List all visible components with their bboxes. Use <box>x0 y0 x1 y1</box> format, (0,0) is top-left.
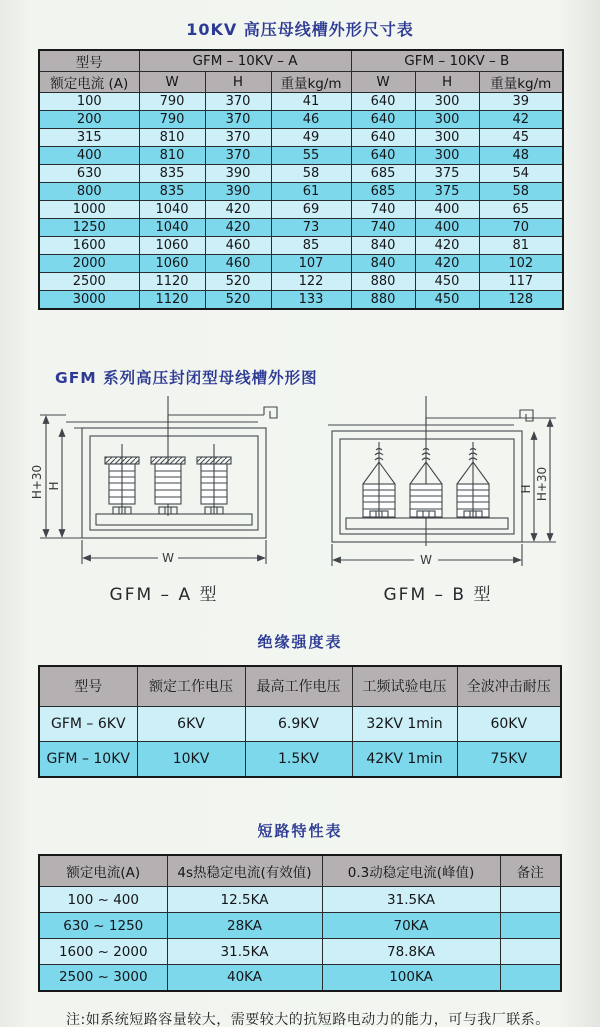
dimension-table <box>38 49 564 310</box>
drawing-a-caption: GFM – A 型 <box>109 584 219 605</box>
table-cell: 1040 <box>139 219 205 237</box>
table-cell: 370 <box>205 111 271 129</box>
table-cell: 65 <box>479 201 563 219</box>
table-row <box>39 913 561 939</box>
table-cell: 370 <box>205 147 271 165</box>
table-cell: 58 <box>271 165 351 183</box>
table-row <box>39 93 563 111</box>
table-cell: 375 <box>415 165 479 183</box>
dim-label-w-a: W <box>162 550 174 565</box>
header-rated-current-range: 额定电流(A) <box>39 855 167 887</box>
table-cell: 370 <box>205 93 271 111</box>
header-model: 型号 <box>39 50 139 72</box>
table-cell: 420 <box>205 219 271 237</box>
table-cell: 1000 <box>39 201 139 219</box>
table-cell: 300 <box>415 129 479 147</box>
table-cell: 640 <box>351 129 415 147</box>
header-max-voltage: 最高工作电压 <box>245 666 352 707</box>
table-cell: 390 <box>205 183 271 201</box>
header-thermal-current: 4s热稳定电流(有效值) <box>167 855 322 887</box>
table-cell: 630 <box>39 165 139 183</box>
table-cell: GFM – 10KV <box>39 742 137 777</box>
table-row <box>39 291 563 309</box>
table-cell: 6.9KV <box>245 707 352 742</box>
table-cell: 800 <box>39 183 139 201</box>
table-cell: 460 <box>205 255 271 273</box>
table-cell: 835 <box>139 165 205 183</box>
table-row <box>39 707 561 742</box>
table-cell <box>500 965 561 991</box>
table-cell: 32KV 1min <box>352 707 457 742</box>
table-cell <box>500 887 561 913</box>
short-circuit-table <box>38 854 562 992</box>
short-circuit-table-title: 短路特性表 <box>257 821 343 840</box>
table-cell: 100 ~ 400 <box>39 887 167 913</box>
table-cell: 840 <box>351 237 415 255</box>
table-cell: 45 <box>479 129 563 147</box>
table-cell: 1600 <box>39 237 139 255</box>
header-remarks: 备注 <box>500 855 561 887</box>
table-cell: 1060 <box>139 255 205 273</box>
table-cell: 60KV <box>457 707 561 742</box>
table-row <box>39 147 563 165</box>
header-h-b: H <box>415 72 479 93</box>
table-cell: 58 <box>479 183 563 201</box>
table-cell: 880 <box>351 291 415 309</box>
header-model-2: 型号 <box>39 666 137 707</box>
table-row <box>39 129 563 147</box>
table-cell: 122 <box>271 273 351 291</box>
header-weight-b: 重量kg/m <box>479 72 563 93</box>
header-weight-a: 重量kg/m <box>271 72 351 93</box>
table-cell: 69 <box>271 201 351 219</box>
table-cell: 39 <box>479 93 563 111</box>
table-cell: 420 <box>205 201 271 219</box>
page-title: 10KV 高压母线槽外形尺寸表 <box>186 20 414 39</box>
table-row <box>39 742 561 777</box>
table-cell: 31.5KA <box>322 887 500 913</box>
table-cell: 375 <box>415 183 479 201</box>
table-row <box>39 273 563 291</box>
dim-label-w-b: W <box>420 552 432 567</box>
table-cell: 1120 <box>139 273 205 291</box>
table-cell: 1060 <box>139 237 205 255</box>
table-cell <box>500 913 561 939</box>
drawing-b-caption: GFM – B 型 <box>383 584 493 605</box>
table-cell: 55 <box>271 147 351 165</box>
table-row <box>39 219 563 237</box>
table-cell: 46 <box>271 111 351 129</box>
drawings-section-title: GFM 系列高压封闭型母线槽外形图 <box>55 368 318 387</box>
table-row <box>39 237 563 255</box>
table-cell: 133 <box>271 291 351 309</box>
dimension-table-header-row1 <box>39 50 563 72</box>
table-cell: 107 <box>271 255 351 273</box>
footnote: 注:如系统短路容量较大，需要较大的抗短路电动力的能力，可与我厂联系。 <box>66 1011 550 1027</box>
table-cell: 2500 ~ 3000 <box>39 965 167 991</box>
table-cell: 102 <box>479 255 563 273</box>
table-cell: 300 <box>415 93 479 111</box>
table-cell: 1120 <box>139 291 205 309</box>
insulation-table <box>38 665 562 778</box>
table-cell: 12.5KA <box>167 887 322 913</box>
table-cell <box>500 939 561 965</box>
dim-label-h-b: H <box>519 483 533 494</box>
header-w-b: W <box>351 72 415 93</box>
table-cell: 41 <box>271 93 351 111</box>
table-cell: 40KA <box>167 965 322 991</box>
table-cell: 2500 <box>39 273 139 291</box>
short-circuit-header-row <box>39 855 561 887</box>
table-cell: 117 <box>479 273 563 291</box>
table-cell: 75KV <box>457 742 561 777</box>
table-cell: 420 <box>415 255 479 273</box>
table-cell: 10KV <box>137 742 245 777</box>
table-cell: 740 <box>351 219 415 237</box>
table-cell: 390 <box>205 165 271 183</box>
dimension-table-header-row2 <box>39 72 563 93</box>
table-cell: 200 <box>39 111 139 129</box>
drawing-gfm-b <box>312 394 564 572</box>
header-dynamic-current: 0.3动稳定电流(峰值) <box>322 855 500 887</box>
table-row <box>39 887 561 913</box>
header-group-a: GFM – 10KV – A <box>139 50 351 72</box>
table-cell: 61 <box>271 183 351 201</box>
table-cell: 85 <box>271 237 351 255</box>
table-cell: 54 <box>479 165 563 183</box>
table-cell: 810 <box>139 147 205 165</box>
drawing-gfm-a <box>30 394 298 572</box>
table-cell: GFM – 6KV <box>39 707 137 742</box>
table-cell: 70KA <box>322 913 500 939</box>
table-cell: 460 <box>205 237 271 255</box>
table-cell: 400 <box>415 219 479 237</box>
table-cell: 835 <box>139 183 205 201</box>
table-row <box>39 165 563 183</box>
table-cell: 81 <box>479 237 563 255</box>
table-cell: 630 ~ 1250 <box>39 913 167 939</box>
table-cell: 48 <box>479 147 563 165</box>
table-cell: 73 <box>271 219 351 237</box>
table-cell: 31.5KA <box>167 939 322 965</box>
header-h-a: H <box>205 72 271 93</box>
table-cell: 400 <box>39 147 139 165</box>
header-group-b: GFM – 10KV – B <box>351 50 563 72</box>
table-cell: 100KA <box>322 965 500 991</box>
table-cell: 28KA <box>167 913 322 939</box>
table-cell: 70 <box>479 219 563 237</box>
table-cell: 790 <box>139 93 205 111</box>
table-cell: 640 <box>351 111 415 129</box>
table-cell: 640 <box>351 93 415 111</box>
table-cell: 840 <box>351 255 415 273</box>
table-cell: 3000 <box>39 291 139 309</box>
table-cell: 640 <box>351 147 415 165</box>
table-row <box>39 965 561 991</box>
outline-drawings <box>30 394 600 605</box>
table-row <box>39 111 563 129</box>
table-cell: 880 <box>351 273 415 291</box>
dim-label-h-a: H <box>47 480 61 491</box>
insulation-table-header-row <box>39 666 561 707</box>
header-rated-current: 额定电流 (A) <box>39 72 139 93</box>
table-cell: 2000 <box>39 255 139 273</box>
table-cell: 1.5KV <box>245 742 352 777</box>
table-row <box>39 939 561 965</box>
drawing-b-block <box>312 394 564 605</box>
header-impulse-withstand: 全波冲击耐压 <box>457 666 561 707</box>
table-cell: 315 <box>39 129 139 147</box>
table-cell: 6KV <box>137 707 245 742</box>
table-cell: 790 <box>139 111 205 129</box>
table-cell: 450 <box>415 273 479 291</box>
table-cell: 370 <box>205 129 271 147</box>
table-cell: 450 <box>415 291 479 309</box>
table-cell: 128 <box>479 291 563 309</box>
table-cell: 1250 <box>39 219 139 237</box>
dim-label-h30-b: H+30 <box>535 466 549 501</box>
table-cell: 520 <box>205 291 271 309</box>
table-cell: 420 <box>415 237 479 255</box>
table-cell: 740 <box>351 201 415 219</box>
table-row <box>39 255 563 273</box>
table-cell: 810 <box>139 129 205 147</box>
table-cell: 685 <box>351 183 415 201</box>
header-power-freq-test: 工频试验电压 <box>352 666 457 707</box>
header-w-a: W <box>139 72 205 93</box>
header-rated-voltage: 额定工作电压 <box>137 666 245 707</box>
dim-label-h30-a: H+30 <box>30 464 44 499</box>
table-cell: 78.8KA <box>322 939 500 965</box>
table-cell: 1040 <box>139 201 205 219</box>
table-cell: 1600 ~ 2000 <box>39 939 167 965</box>
table-cell: 300 <box>415 111 479 129</box>
insulation-table-title: 绝缘强度表 <box>257 632 343 651</box>
table-row <box>39 183 563 201</box>
table-cell: 400 <box>415 201 479 219</box>
table-cell: 100 <box>39 93 139 111</box>
table-cell: 300 <box>415 147 479 165</box>
drawing-a-block <box>30 394 298 605</box>
table-cell: 520 <box>205 273 271 291</box>
table-row <box>39 201 563 219</box>
table-cell: 685 <box>351 165 415 183</box>
table-cell: 42KV 1min <box>352 742 457 777</box>
table-cell: 49 <box>271 129 351 147</box>
table-cell: 42 <box>479 111 563 129</box>
